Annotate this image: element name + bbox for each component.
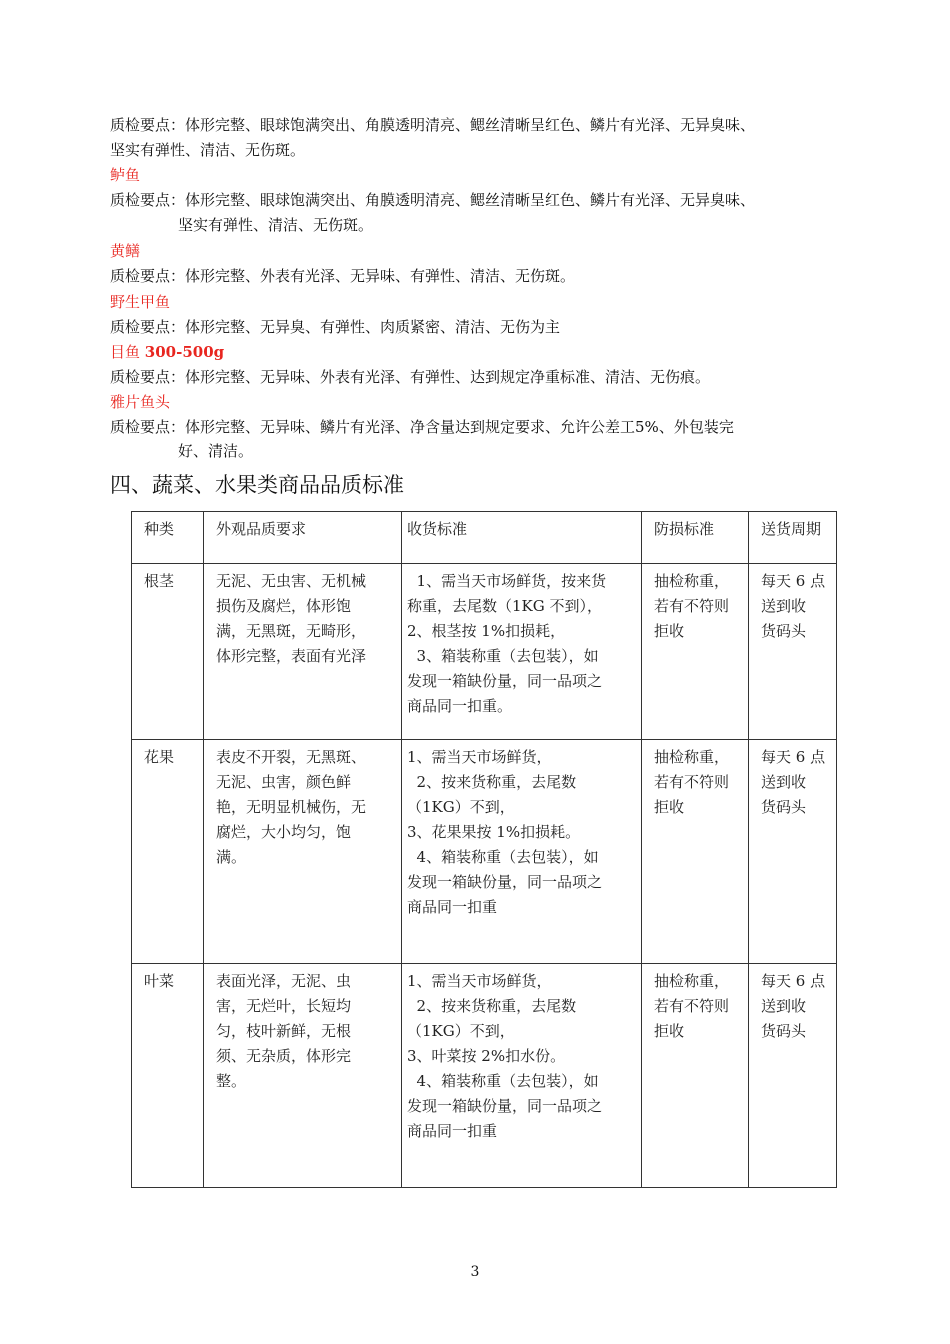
cell-delivery-line: 送到收 <box>761 773 807 791</box>
cell-loss-line: 若有不符则 <box>654 597 730 615</box>
cell-receiving-line: 4、箱装称重（去包装），如 <box>407 1072 599 1090</box>
header-loss: 防损标准 <box>642 512 749 564</box>
cell-receiving-line: 2、按来货称重，去尾数 <box>407 773 577 791</box>
cell-loss <box>642 564 749 740</box>
cell-appearance-line: 整。 <box>216 1072 247 1090</box>
cell-category: 叶菜 <box>132 964 204 1188</box>
page-number: 3 <box>470 1264 480 1280</box>
qc-text-huangshan: 质检要点：体形完整、外表有光泽、无异味、有弹性、清洁、无伤斑。 <box>110 267 576 285</box>
cell-receiving-line: 商品同一扣重。 <box>407 697 513 715</box>
table-header-row <box>132 512 837 564</box>
cell-receiving-line: 1、需当天市场鲜货，按来货 <box>407 572 607 590</box>
section-title: 四、蔬菜、水果类商品品质标准 <box>110 473 404 497</box>
cell-appearance-line: 体形完整，表面有光泽 <box>216 647 367 665</box>
cell-appearance <box>204 964 402 1188</box>
cell-loss-line: 拒收 <box>654 1022 685 1040</box>
table-row <box>132 564 837 740</box>
cell-appearance-line: 表面光泽，无泥、虫 <box>216 972 352 990</box>
cell-receiving-line: 发现一箱缺份量，同一品项之 <box>407 1097 603 1115</box>
cell-delivery-line: 货码头 <box>761 1022 807 1040</box>
cell-delivery-line: 送到收 <box>761 997 807 1015</box>
cell-receiving-line: 商品同一扣重 <box>407 898 498 916</box>
header-category: 种类 <box>132 512 204 564</box>
cell-receiving-line: 3、叶菜按 2%扣水份。 <box>407 1047 566 1065</box>
cell-delivery <box>749 964 837 1188</box>
cell-receiving <box>402 964 642 1188</box>
qc-text-luyu-2: 坚实有弹性、清洁、无伤斑。 <box>178 216 374 234</box>
header-appearance: 外观品质要求 <box>204 512 402 564</box>
cell-delivery-line: 送到收 <box>761 597 807 615</box>
qc-text-jiayu: 质检要点：体形完整、无异臭、有弹性、肉质紧密、清洁、无伤为主 <box>110 318 561 336</box>
cell-appearance-line: 匀，枝叶新鲜，无根 <box>216 1022 352 1040</box>
cell-appearance-line: 满，无黑斑，无畸形， <box>216 622 367 640</box>
cell-receiving-line: 1、需当天市场鲜货， <box>407 748 552 766</box>
fish-weight-muyu: 300-500g <box>144 343 225 361</box>
qc-text-luyu-1: 质检要点：体形完整、眼球饱满突出、角膜透明清亮、鳃丝清晰呈红色、鳞片有光泽、无异臭味、 <box>110 191 756 209</box>
cell-receiving-line: （1KG）不到， <box>407 798 515 816</box>
cell-appearance-line: 腐烂，大小均匀，饱 <box>216 823 352 841</box>
cell-receiving-line: 3、花果果按 1%扣损耗。 <box>407 823 581 841</box>
cell-category: 花果 <box>132 740 204 964</box>
cell-receiving-line: 称重，去尾数（1KG 不到）， <box>407 597 603 615</box>
cell-loss-line: 抽检称重， <box>654 748 730 766</box>
cell-loss-line: 拒收 <box>654 798 685 816</box>
table-row <box>132 740 837 964</box>
cell-appearance-line: 满。 <box>216 848 247 866</box>
cell-delivery-line: 货码头 <box>761 622 807 640</box>
quality-standard-table <box>131 511 837 1188</box>
cell-receiving-line: 2、按来货称重，去尾数 <box>407 997 577 1015</box>
qc-text-yapian-2: 好、清洁。 <box>178 442 254 460</box>
cell-receiving <box>402 564 642 740</box>
header-delivery: 送货周期 <box>749 512 837 564</box>
cell-receiving-line: 发现一箱缺份量，同一品项之 <box>407 672 603 690</box>
cell-appearance-line: 损伤及腐烂，体形饱 <box>216 597 352 615</box>
cell-loss-line: 抽检称重， <box>654 572 730 590</box>
fish-name-huangshan: 黄鳝 <box>110 242 141 260</box>
cell-appearance-line: 艳，无明显机械伤，无 <box>216 798 367 816</box>
qc-text-prev-1: 质检要点：体形完整、眼球饱满突出、角膜透明清亮、鳃丝清晰呈红色、鳞片有光泽、无异臭味、 <box>110 116 756 134</box>
cell-delivery-line: 每天 6 点 <box>761 748 826 766</box>
fish-name-jiayu: 野生甲鱼 <box>110 293 171 311</box>
fish-name-yapian: 雅片鱼头 <box>110 393 171 411</box>
cell-loss-line: 若有不符则 <box>654 997 730 1015</box>
qc-text-prev-2: 坚实有弹性、清洁、无伤斑。 <box>110 141 306 159</box>
cell-receiving-line: 发现一箱缺份量，同一品项之 <box>407 873 603 891</box>
cell-receiving-line: 2、根茎按 1%扣损耗， <box>407 622 566 640</box>
cell-loss <box>642 740 749 964</box>
cell-appearance-line: 须、无杂质，体形完 <box>216 1047 352 1065</box>
qc-text-yapian-1: 质检要点：体形完整、无异味、鳞片有光泽、净含量达到规定要求、允许公差工5%、外包装完 <box>110 418 734 436</box>
cell-receiving-line: 商品同一扣重 <box>407 1122 498 1140</box>
cell-loss-line: 抽检称重， <box>654 972 730 990</box>
cell-appearance-line: 表皮不开裂，无黑斑、 <box>216 748 367 766</box>
cell-delivery <box>749 740 837 964</box>
cell-delivery <box>749 564 837 740</box>
cell-delivery-line: 货码头 <box>761 798 807 816</box>
cell-appearance <box>204 564 402 740</box>
cell-loss-line: 若有不符则 <box>654 773 730 791</box>
cell-appearance-line: 无泥、虫害，颜色鲜 <box>216 773 352 791</box>
cell-delivery-line: 每天 6 点 <box>761 972 826 990</box>
cell-receiving <box>402 740 642 964</box>
cell-receiving-line: 4、箱装称重（去包装），如 <box>407 848 599 866</box>
header-receiving: 收货标准 <box>402 512 642 564</box>
cell-appearance-line: 害，无烂叶，长短均 <box>216 997 352 1015</box>
cell-appearance-line: 无泥、无虫害、无机械 <box>216 572 367 590</box>
cell-receiving-line: 3、箱装称重（去包装），如 <box>407 647 599 665</box>
cell-receiving-line: （1KG）不到， <box>407 1022 515 1040</box>
qc-text-muyu: 质检要点：体形完整、无异味、外表有光泽、有弹性、达到规定净重标准、清洁、无伤痕。 <box>110 368 711 386</box>
cell-loss-line: 拒收 <box>654 622 685 640</box>
cell-delivery-line: 每天 6 点 <box>761 572 826 590</box>
cell-receiving-line: 1、需当天市场鲜货， <box>407 972 552 990</box>
fish-name-muyu: 目鱼 300-500g <box>110 343 225 361</box>
cell-appearance <box>204 740 402 964</box>
table-row <box>132 964 837 1188</box>
cell-loss <box>642 964 749 1188</box>
cell-category: 根茎 <box>132 564 204 740</box>
fish-name-luyu: 鲈鱼 <box>110 166 141 184</box>
